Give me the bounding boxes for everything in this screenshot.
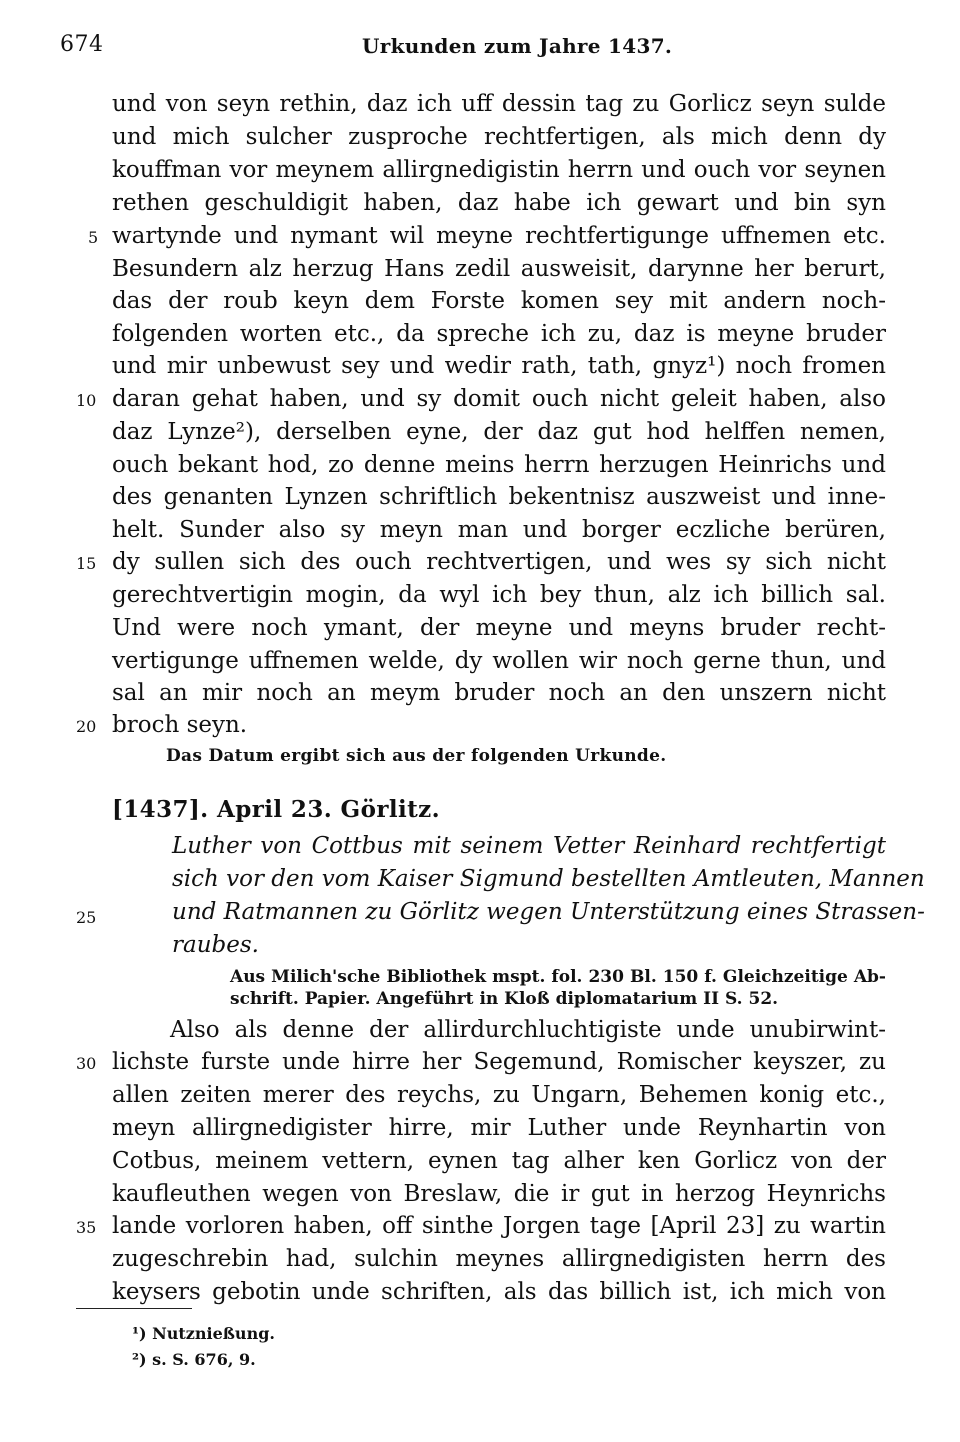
body-line: und von seyn rethin, daz ich uff dessin tag zu Gorlicz seyn sulde (112, 91, 886, 117)
body-line: daz Lynze²), derselben eyne, der daz gut hod helffen nemen, (112, 419, 886, 445)
body-line: des genanten Lynzen schriftlich bekentnisz auszweist und inne- (112, 484, 886, 510)
body-line: ouch bekant hod, zo denne meins herrn herzugen Heinrichs und (112, 452, 886, 478)
body-line: und mir unbewust sey und wedir rath, tath, gnyz¹) noch fromen (112, 353, 886, 379)
line-number: 35 (76, 1218, 97, 1237)
text-line: lande vorloren haben, off sinthe Jorgen tage [April 23] zu wartin (112, 1213, 886, 1239)
body-line: Und were noch ymant, der meyne und meyns bruder recht- (112, 615, 886, 641)
line-number: 5 (88, 228, 99, 247)
body-line: kouffman vor meynem allirgnedigistin herrn und ouch vor seynen (112, 157, 886, 183)
line-number: 20 (76, 717, 97, 736)
text-line: zugeschrebin had, sulchin meynes allirgnedigisten herrn des (112, 1246, 886, 1272)
editorial-note: Das Datum ergibt sich aus der folgenden Urkunde. (166, 746, 667, 766)
footnote-divider (76, 1308, 192, 1309)
text-line: Also als denne der allirdurchluchtigiste unde unubirwint- (170, 1017, 886, 1043)
footnote: ²) s. S. 676, 9. (132, 1350, 256, 1369)
body-line: dy sullen sich des ouch rechtvertigen, und wes sy sich nicht (112, 549, 886, 575)
text-line: meyn allirgnedigister hirre, mir Luther unde Reynhartin von (112, 1115, 886, 1141)
footnote: ¹) Nutznießung. (132, 1324, 275, 1343)
body-line: helt. Sunder also sy meyn man und borger eczliche berüren, (112, 517, 886, 543)
body-line: Besundern alz herzug Hans zedil ausweisit, darynne her berurt, (112, 256, 886, 282)
text-line: Cotbus, meinem vettern, eynen tag alher ken Gorlicz von der (112, 1148, 886, 1174)
summary-line: Luther von Cottbus mit seinem Vetter Reinhard rechtfertigt (172, 833, 886, 859)
text-line: keysers gebotin unde schriften, als das billich ist, ich mich von (112, 1279, 886, 1305)
text-line: kaufleuthen wegen von Breslaw, die ir gut in herzog Heynrichs (112, 1181, 886, 1207)
line-number: 30 (76, 1054, 97, 1073)
source-line: Aus Milich'sche Bibliothek mspt. fol. 230 Bl. 150 f. Gleichzeitige Ab- (230, 967, 886, 987)
body-line: das der roub keyn dem Forste komen sey mit andern noch- (112, 288, 886, 314)
body-line: broch seyn. (112, 712, 248, 738)
body-line: gerechtvertigin mogin, da wyl ich bey thun, alz ich billich sal. (112, 582, 886, 608)
summary-line: und Ratmannen zu Görlitz wegen Unterstützung eines Strassen- (172, 899, 925, 925)
source-line: schrift. Papier. Angeführt in Kloß diplomatarium II S. 52. (230, 989, 779, 1009)
body-line: folgenden worten etc., da spreche ich zu, daz is meyne bruder (112, 321, 886, 347)
line-number: 10 (76, 391, 97, 410)
body-line: daran gehat haben, und sy domit ouch nicht geleit haben, also (112, 386, 886, 412)
body-line: wartynde und nymant wil meyne rechtfertigunge uffnemen etc. (112, 223, 886, 249)
line-number: 15 (76, 554, 97, 573)
summary-line: raubes. (172, 932, 259, 958)
summary-line: sich vor den vom Kaiser Sigmund bestellten Amtleuten, Mannen (172, 866, 925, 892)
text-line: lichste furste unde hirre her Segemund, Romischer keyszer, zu (112, 1049, 886, 1075)
body-line: vertigunge uffnemen welde, dy wollen wir noch gerne thun, und (112, 648, 886, 674)
body-line: und mich sulcher zusproche rechtfertigen, als mich denn dy (112, 124, 886, 150)
running-title: Urkunden zum Jahre 1437. (362, 34, 673, 58)
body-line: rethen geschuldigit haben, daz habe ich gewart und bin syn (112, 190, 886, 216)
text-line: allen zeiten merer des reychs, zu Ungarn, Behemen konig etc., (112, 1082, 886, 1108)
document-heading: [1437]. April 23. Görlitz. (112, 796, 441, 823)
line-number: 25 (76, 908, 97, 927)
page-number: 674 (60, 32, 104, 57)
body-line: sal an mir noch an meym bruder noch an den unszern nicht (112, 680, 886, 706)
